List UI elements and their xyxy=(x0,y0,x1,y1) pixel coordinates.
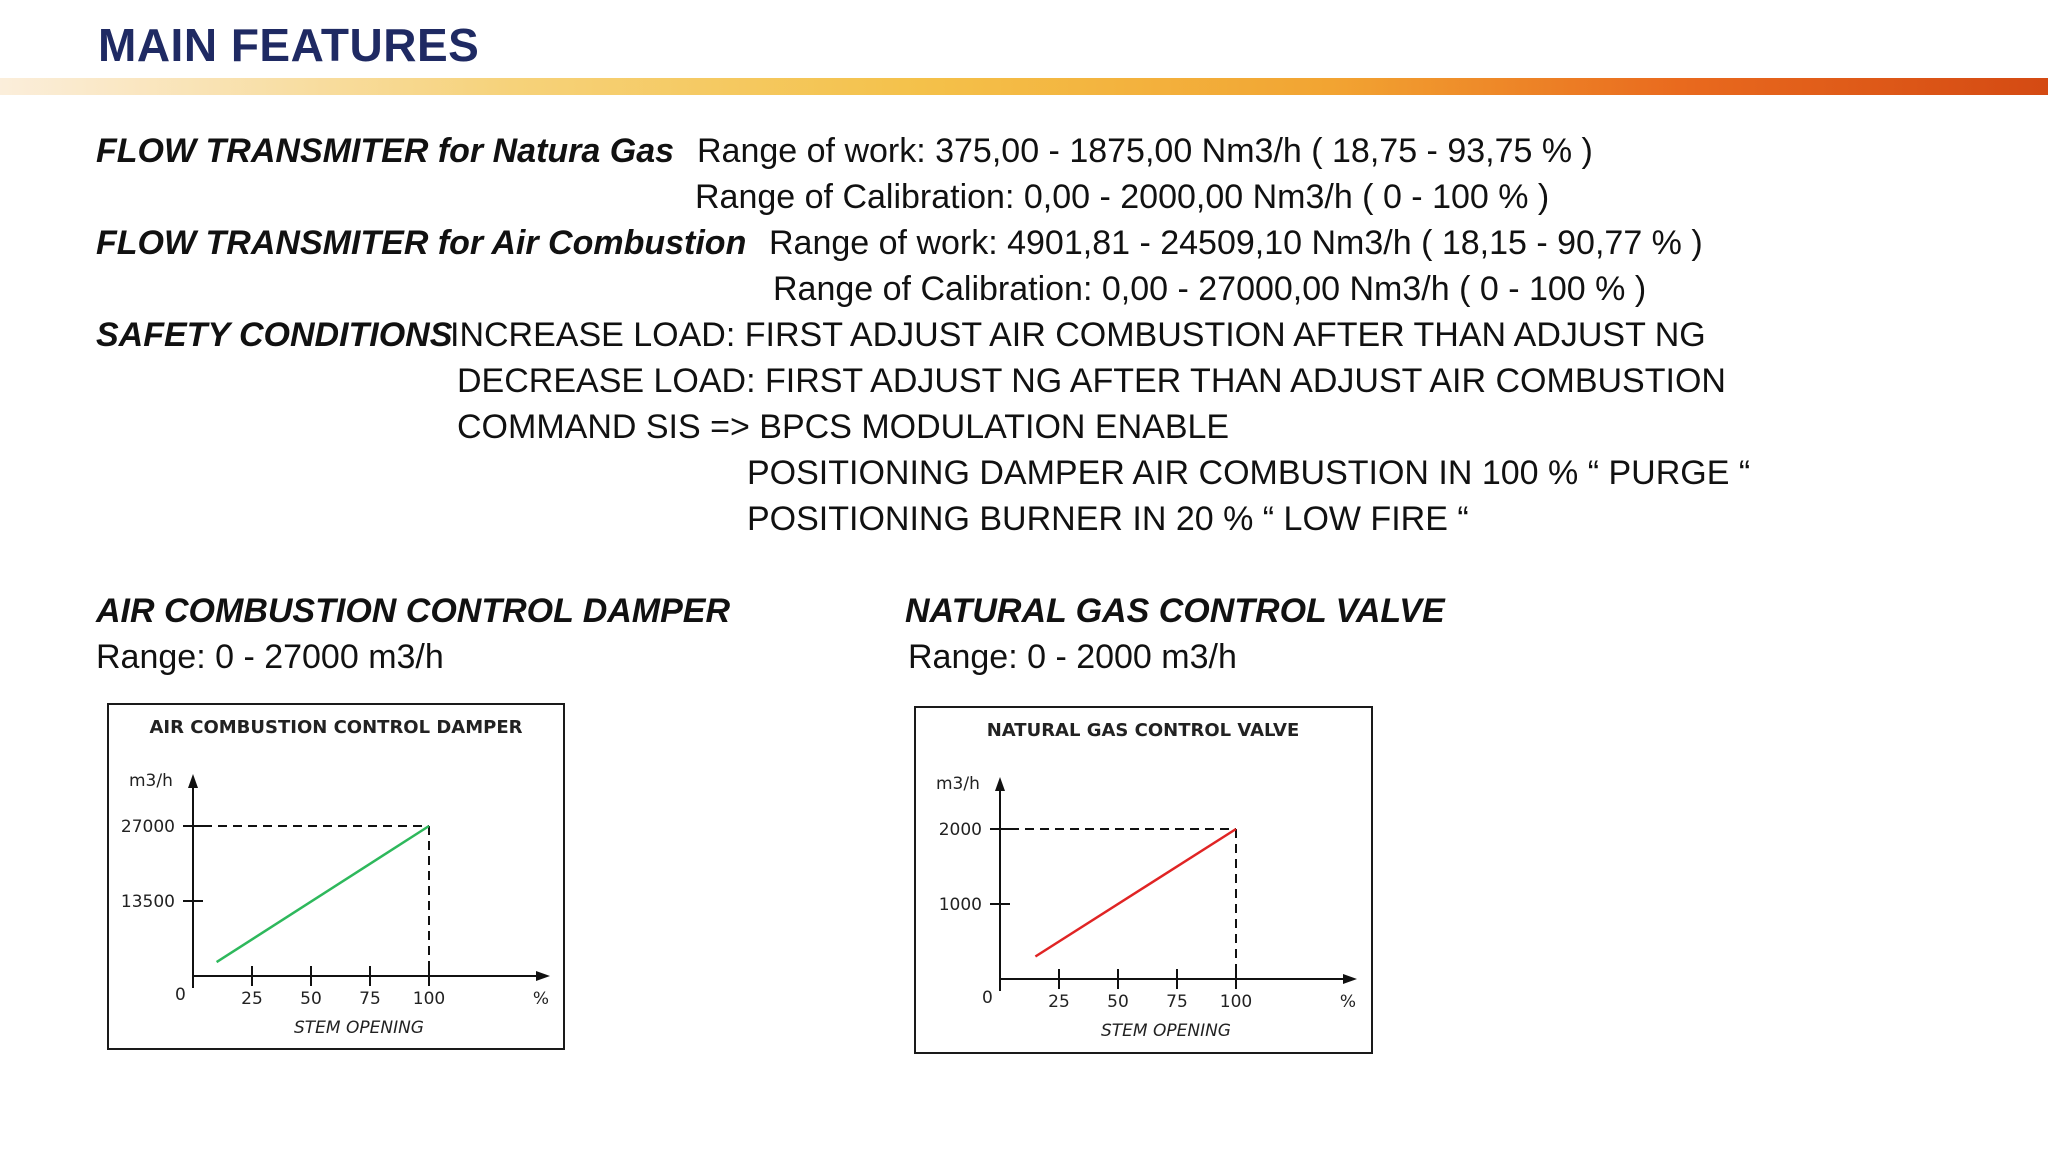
air-damper-series-line xyxy=(217,826,429,962)
safety-conditions-label: SAFETY CONDITIONS xyxy=(96,316,453,354)
air-damper-x-tick-label: 100 xyxy=(412,989,446,1009)
ng-valve-y-axis-arrow xyxy=(995,777,1005,791)
ng-valve-x-unit: % xyxy=(1339,992,1357,1012)
safety-line: POSITIONING BURNER IN 20 % “ LOW FIRE “ xyxy=(747,500,1469,538)
air-damper-x-unit: % xyxy=(532,989,550,1009)
ng-valve-heading: NATURAL GAS CONTROL VALVE xyxy=(905,592,1445,630)
air-damper-chart-title: AIR COMBUSTION CONTROL DAMPER xyxy=(149,717,523,738)
air-transmitter-label: FLOW TRANSMITER for Air Combustion xyxy=(96,224,747,262)
ng-valve-chart xyxy=(914,706,1373,1054)
ng-range-of-work: Range of work: 375,00 - 1875,00 Nm3/h ( 18,75 - 93,75 % ) xyxy=(697,132,1593,170)
air-damper-range: Range: 0 - 27000 m3/h xyxy=(96,638,444,676)
ng-valve-x-tick-label: 25 xyxy=(1048,992,1070,1012)
ng-valve-x-tick-label: 75 xyxy=(1166,992,1188,1012)
air-range-of-calibration: Range of Calibration: 0,00 - 27000,00 Nm3/h ( 0 - 100 % ) xyxy=(773,270,1647,308)
safety-line: COMMAND SIS => BPCS MODULATION ENABLE xyxy=(457,408,1230,446)
air-damper-x-axis-arrow xyxy=(536,971,550,981)
ng-range-of-calibration: Range of Calibration: 0,00 - 2000,00 Nm3/h ( 0 - 100 % ) xyxy=(695,178,1550,216)
air-damper-x-tick-label: 75 xyxy=(359,989,381,1009)
air-damper-chart-svg xyxy=(109,705,563,1048)
safety-line: DECREASE LOAD: FIRST ADJUST NG AFTER THAN ADJUST AIR COMBUSTION xyxy=(457,362,1726,400)
safety-line: INCREASE LOAD: FIRST ADJUST AIR COMBUSTION AFTER THAN ADJUST NG xyxy=(450,316,1706,354)
ng-valve-range: Range: 0 - 2000 m3/h xyxy=(908,638,1237,676)
ng-valve-x-axis-arrow xyxy=(1343,974,1357,984)
air-damper-x-label: STEM OPENING xyxy=(294,1018,424,1038)
ng-valve-chart-svg xyxy=(916,708,1371,1052)
air-range-of-work: Range of work: 4901,81 - 24509,10 Nm3/h ( 18,15 - 90,77 % ) xyxy=(769,224,1703,262)
air-damper-origin-label: 0 xyxy=(175,985,186,1005)
air-damper-y-axis-arrow xyxy=(188,774,198,788)
ng-valve-chart-title: NATURAL GAS CONTROL VALVE xyxy=(986,720,1300,741)
ng-valve-y-tick-label: 1000 xyxy=(938,895,982,915)
safety-line: POSITIONING DAMPER AIR COMBUSTION IN 100 % “ PURGE “ xyxy=(747,454,1751,492)
ng-valve-y-label: m3/h xyxy=(936,774,980,794)
air-damper-y-label: m3/h xyxy=(129,771,173,791)
air-damper-y-tick-label: 27000 xyxy=(120,817,175,837)
air-damper-x-tick-label: 50 xyxy=(300,989,322,1009)
air-damper-x-tick-label: 25 xyxy=(241,989,263,1009)
ng-valve-x-tick-label: 100 xyxy=(1219,992,1253,1012)
air-damper-heading: AIR COMBUSTION CONTROL DAMPER xyxy=(96,592,731,630)
ng-valve-x-label: STEM OPENING xyxy=(1101,1021,1231,1041)
ng-transmitter-label: FLOW TRANSMITER for Natura Gas xyxy=(96,132,675,170)
air-damper-y-tick-label: 13500 xyxy=(120,892,175,912)
ng-valve-x-tick-label: 50 xyxy=(1107,992,1129,1012)
ng-valve-origin-label: 0 xyxy=(982,988,993,1008)
accent-bar xyxy=(0,78,2048,95)
page-title: MAIN FEATURES xyxy=(98,19,480,71)
air-damper-chart xyxy=(107,703,565,1050)
ng-valve-y-tick-label: 2000 xyxy=(938,820,982,840)
ng-valve-series-line xyxy=(1035,829,1236,957)
